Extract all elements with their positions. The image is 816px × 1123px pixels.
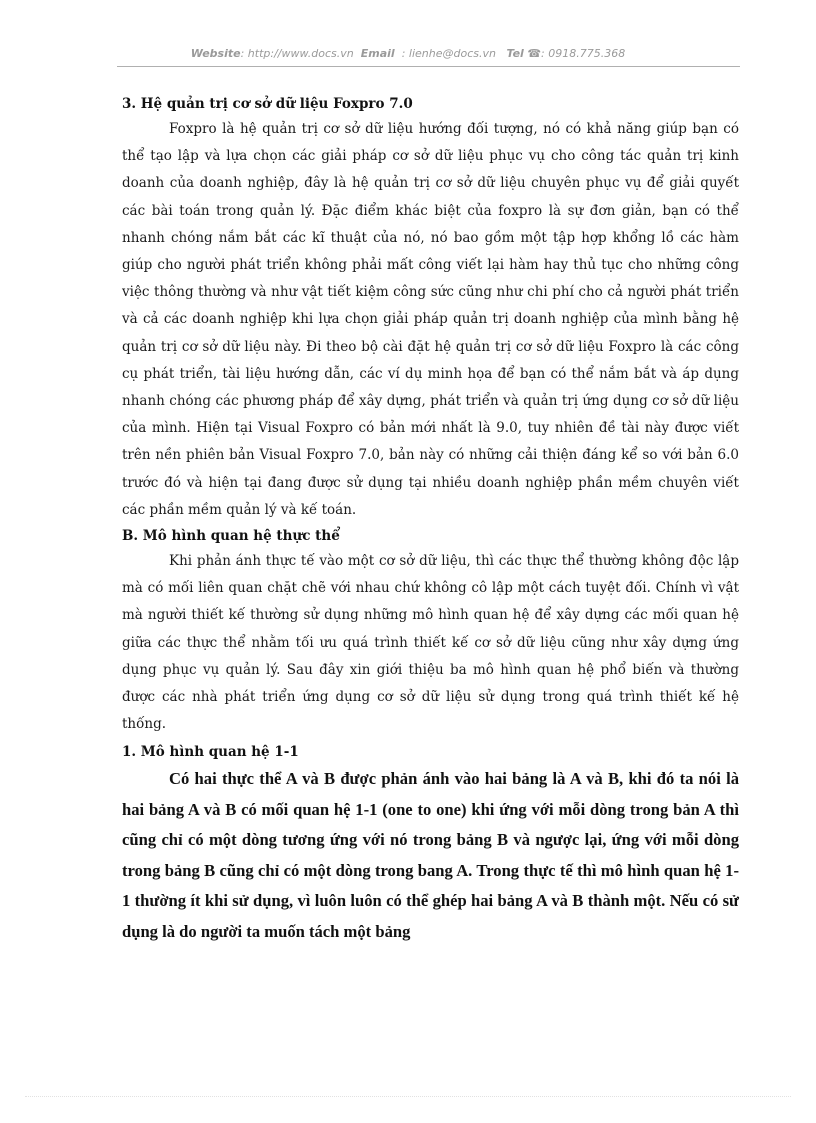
tel-label: Tel — [506, 47, 524, 60]
paragraph-foxpro: Foxpro là hệ quản trị cơ sở dữ liệu hướng đối tượng, nó có khả năng giúp bạn có thể tạo lập và lựa chọn các giải pháp cơ sở dữ liệu phục vụ cho công tác quản trị kinh doanh của doanh nghiệp, đây là hệ quản trị cơ sở dữ liệu chuyên phục vụ để giải quyết các bài toán trong quản lý. Đặc điểm khác biệt của foxpro là sự đơn giản, bạn có thể nhanh chóng nắm bắt các kĩ thuật của nó, nó bao gồm một tập hợp khổng lồ các hàm giúp cho người phát triển không phải mất công viết lại hàm hay thủ tục cho những công việc thông thường và như vật tiết kiệm công sức cũng như chi phí cho cả người phát triển và cả các doanh nghiệp khi lựa chọn giải pháp quản trị doanh nghiệp của mình bằng hệ quản trị cơ sở dữ liệu này. Đi theo bộ cài đặt hệ quản trị cơ sở dữ liệu Foxpro là các công cụ phát triển, tài liệu hướng dẫn, các ví dụ minh họa để bạn có thể nắm bắt và áp dụng nhanh chóng các phương pháp để xây dựng, phát triển và quản trị ứng dụng cơ sở dữ liệu của mình. Hiện tại Visual Foxpro có bản mới nhất là 9.0, tuy nhiên đề tài này được viết trên nền phiên bản Visual Foxpro 7.0, bản này có những cải thiện đáng kể so với bản 6.0 trước đó và hiện tại đang được sử dụng tại nhiều doanh nghiệp phần mềm chuyên viết các phần mềm quản lý và kế toán. — [122, 121, 739, 518]
tel-number: : 0918.775.368 — [541, 47, 626, 60]
document-body — [122, 92, 739, 947]
website-label: Website — [190, 47, 241, 60]
header-divider — [117, 66, 740, 67]
section-heading-foxpro: 3. Hệ quản trị cơ sở dữ liệu Foxpro 7.0 — [122, 96, 413, 112]
page-header — [0, 47, 816, 60]
section-heading-entity-model: B. Mô hình quan hệ thực thể — [122, 528, 340, 545]
email-address: : lienhe@docs.vn — [401, 47, 496, 60]
phone-icon: ☎ — [527, 47, 542, 60]
footer-divider — [25, 1096, 791, 1097]
paragraph-one-to-one: Có hai thực thể A và B được phản ánh vào hai bảng là A và B, khi đó ta nói là hai bảng A và B có mối quan hệ 1-1 (one to one) khi ứng với mỗi dòng trong bản A thì cũng chỉ có một dòng tương ứng với nó trong bảng B và ngược lại, ứng với mỗi dòng trong bảng B cũng chỉ có một dòng trong bang A. Trong thực tế thì mô hình quan hệ 1-1 thường ít khi sử dụng, vì luôn luôn có thể ghép hai bảng A và B thành một. Nếu có sử dụng là do người ta muốn tách một bảng — [122, 769, 739, 941]
paragraph-entity-model: Khi phản ánh thực tế vào một cơ sở dữ liệu, thì các thực thể thường không độc lập mà có mối liên quan chặt chẽ với nhau chứ không cô lập một cách tuyệt đối. Chính vì vật mà người thiết kế thường sử dụng những mô hình quan hệ để xây dựng các mối quan hệ giữa các thực thể nhằm tối ưu quá trình thiết kế cơ sở dữ liệu cũng như xây dựng ứng dụng phục vụ quản lý. Sau đây xin giới thiệu ba mô hình quan hệ phổ biến và thường được các nhà phát triển ứng dụng cơ sở dữ liệu sử dụng trong quá trình thiết kế hệ thống. — [122, 553, 739, 733]
website-url: : http://www.docs.vn — [240, 47, 354, 60]
email-label: Email — [360, 47, 395, 60]
section-heading-one-to-one: 1. Mô hình quan hệ 1-1 — [122, 744, 299, 761]
